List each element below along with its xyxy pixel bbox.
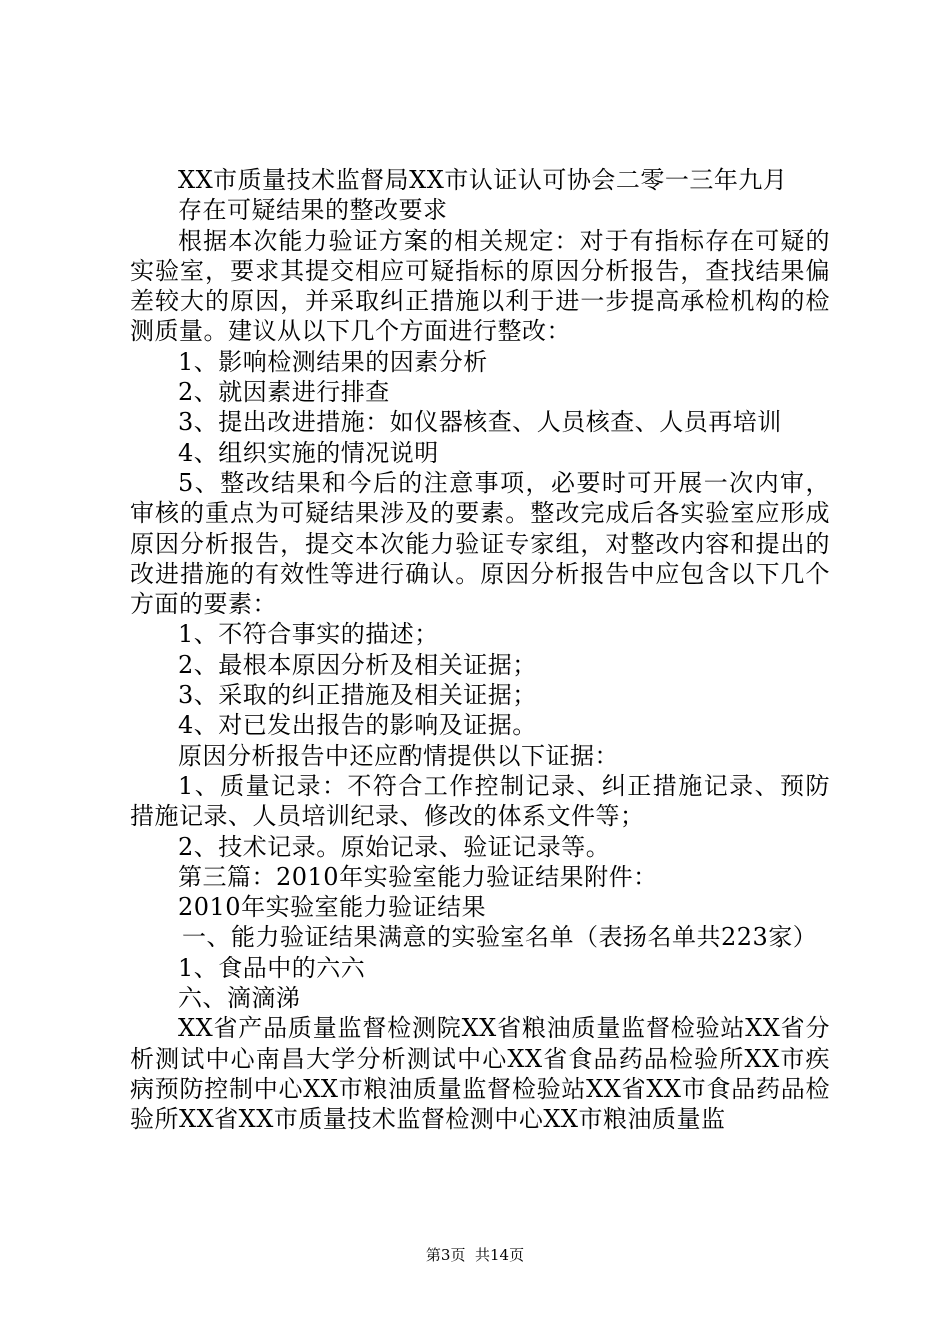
list-item: 1、食品中的六六	[178, 953, 366, 982]
body-paragraph: 根据本次能力验证方案的相关规定：对于有指标存在可疑的实验室，要求其提交相应可疑指标的原因分析报告，查找结果偏差较大的原因，并采取纠正措施以利于进一步提高承检机构的检测质量。建议从以下几个方面进行整改：	[130, 226, 830, 346]
body-paragraph: XX省产品质量监督检测院XX省粮油质量监督检验站XX省分析测试中心南昌大学分析测试中心XX省食品药品检验所XX市疾病预防控制中心XX市粮油质量监督检验站XX省XX市食品药品检验所XX省XX市质量技术监督检测中心XX市粮油质量监	[130, 1014, 830, 1134]
section-heading: 存在可疑结果的整改要求	[178, 196, 448, 225]
list-item: 1、影响检测结果的因素分析	[178, 347, 488, 376]
page-number: 第3页 共14页	[425, 1246, 525, 1264]
list-item: 2、就因素进行排查	[178, 378, 390, 407]
chapter-title: 2010年实验室能力验证结果	[178, 893, 487, 922]
list-item: 3、采取的纠正措施及相关证据；	[178, 681, 537, 710]
page-footer	[0, 1244, 950, 1265]
issuer-line: XX市质量技术监督局XX市认证认可协会二零一三年九月	[178, 166, 788, 194]
body-paragraph: 5、整改结果和今后的注意事项，必要时可开展一次内审，审核的重点为可疑结果涉及的要素。整改完成后各实验室应形成原因分析报告，提交本次能力验证专家组，对整改内容和提出的改进措施的有效性等进行确认。原因分析报告中应包含以下几个方面的要素：	[130, 468, 830, 619]
body-paragraph: 原因分析报告中还应酌情提供以下证据：	[178, 741, 619, 770]
list-item: 4、对已发出报告的影响及证据。	[178, 711, 537, 740]
list-item: 3、提出改进措施：如仪器核查、人员核查、人员再培训	[178, 408, 782, 437]
list-item: 1、质量记录：不符合工作控制记录、纠正措施记录、预防措施记录、人员培训纪录、修改的体系文件等；	[130, 771, 830, 831]
list-item: 4、组织实施的情况说明	[178, 438, 439, 467]
list-item: 1、不符合事实的描述；	[178, 620, 439, 649]
list-item: 2、最根本原因分析及相关证据；	[178, 650, 537, 679]
list-item: 六、滴滴涕	[178, 984, 301, 1013]
document-body	[130, 165, 830, 1135]
section-heading: 一、能力验证结果满意的实验室名单（表扬名单共223家）	[182, 923, 818, 952]
chapter-heading: 第三篇：2010年实验室能力验证结果附件：	[178, 862, 658, 891]
list-item: 2、技术记录。原始记录、验证记录等。	[178, 832, 611, 861]
